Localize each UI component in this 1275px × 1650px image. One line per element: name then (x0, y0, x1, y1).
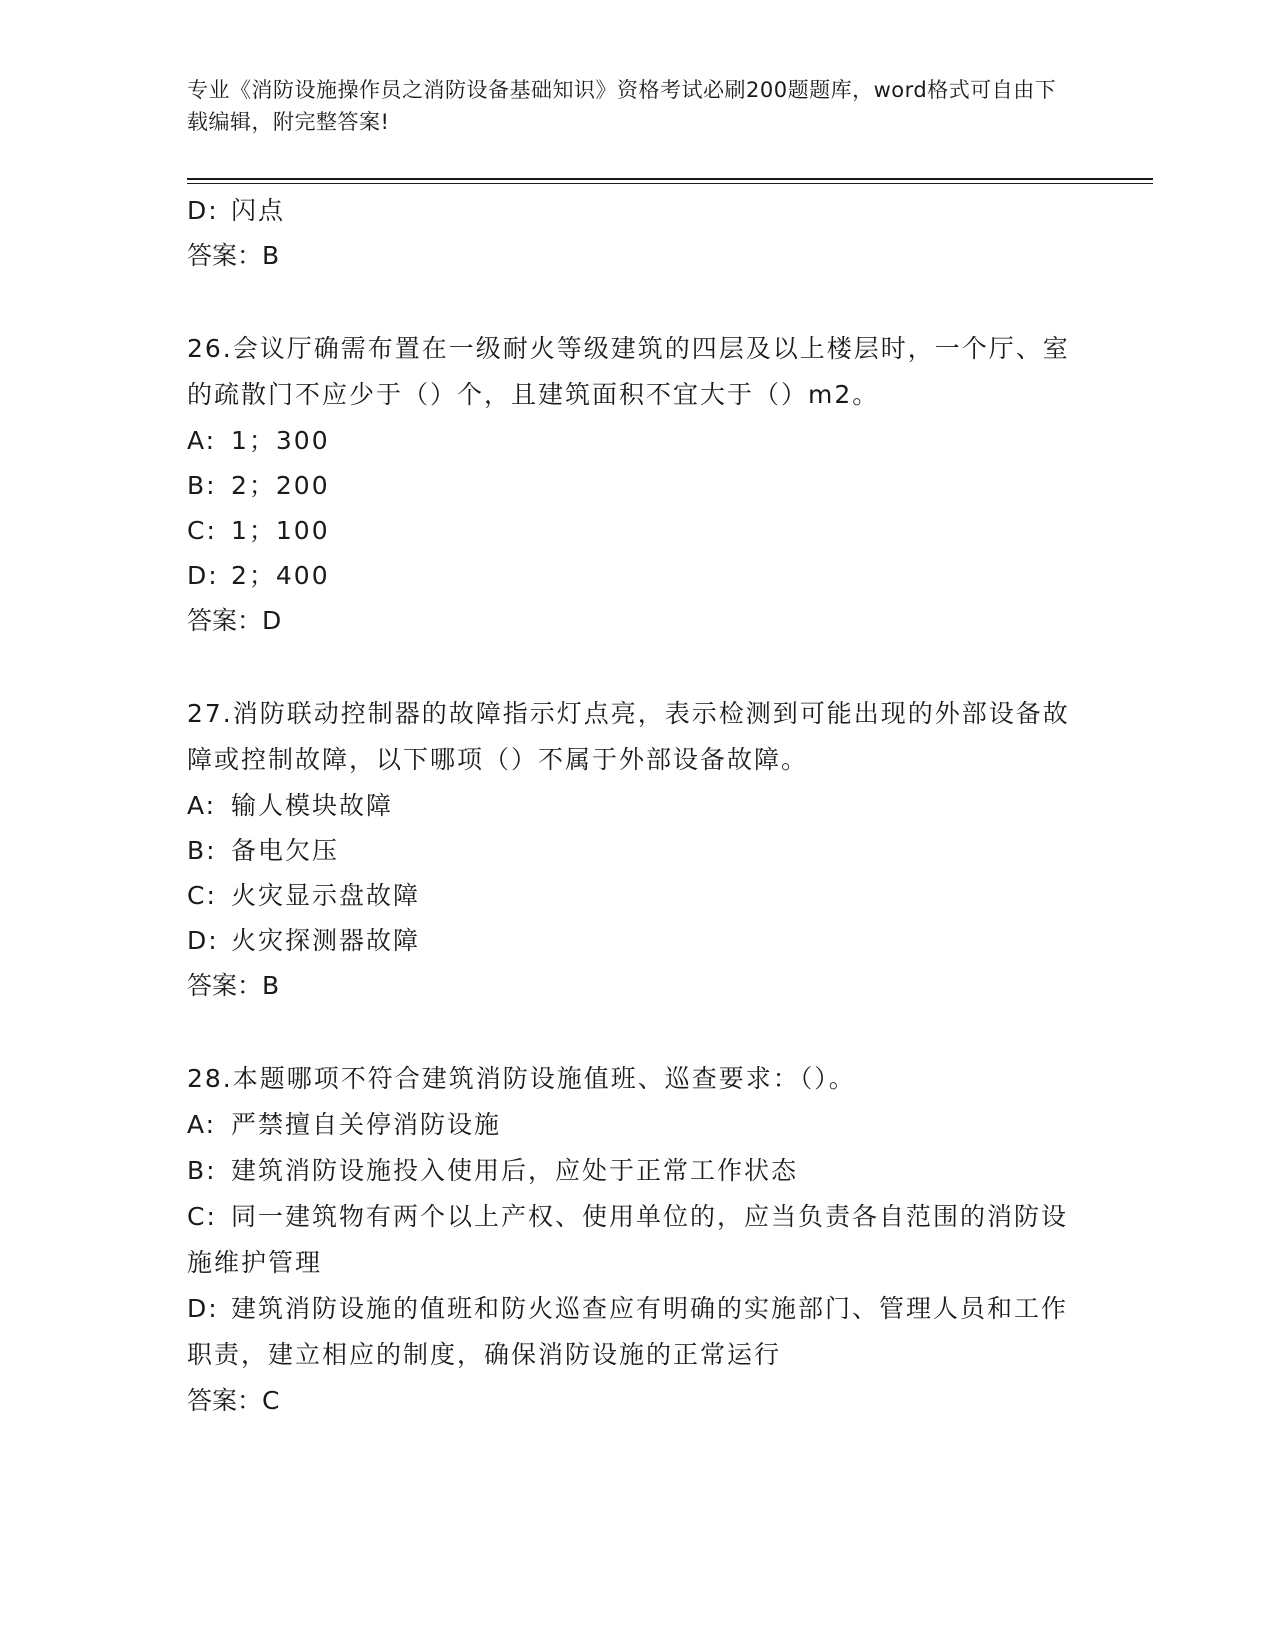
option-c (187, 1194, 1077, 1286)
prev-answer: 答案：B (187, 241, 280, 270)
option-label: D: (187, 196, 219, 225)
option-text: 严禁擅自关停消防设施 (231, 1110, 502, 1139)
option-text: 2；400 (231, 561, 330, 590)
option-b (187, 828, 1077, 873)
option-text: 输人模块故障 (231, 791, 394, 820)
option-label: C: (187, 881, 217, 910)
option-label: A: (187, 791, 217, 820)
option-d (187, 1286, 1077, 1378)
document-header: 专业《消防设施操作员之消防设备基础知识》资格考试必刷200题题库，word格式可自由下载编辑，附完整答案! (187, 78, 1057, 134)
option-c (187, 873, 1077, 918)
question-content (187, 188, 1077, 1424)
option-a (187, 418, 1077, 463)
option-label: C: (187, 516, 217, 545)
option-text: 同一建筑物有两个以上产权、使用单位的，应当负责各自范围的消防设施维护管理 (187, 1202, 1069, 1277)
option-label: D: (187, 926, 219, 955)
answer: 答案：D (187, 606, 282, 635)
question-27 (187, 691, 1077, 1009)
option-text: 建筑消防设施投入使用后，应处于正常工作状态 (231, 1156, 799, 1185)
option-label: B: (187, 471, 217, 500)
answer: 答案：C (187, 1386, 280, 1415)
option-d (187, 918, 1077, 963)
option-a (187, 783, 1077, 828)
header-divider-thin (187, 183, 1153, 184)
option-text: 2；200 (231, 471, 330, 500)
option-label: B: (187, 836, 217, 865)
option-text: 备电欠压 (231, 836, 340, 865)
option-label: D: (187, 561, 219, 590)
question-stem: 27.消防联动控制器的故障指示灯点亮，表示检测到可能出现的外部设备故障或控制故障，以下哪项（）不属于外部设备故障。 (187, 699, 1070, 774)
option-text: 建筑消防设施的值班和防火巡查应有明确的实施部门、管理人员和工作职责，建立相应的制度，确保消防设施的正常运行 (187, 1294, 1069, 1369)
question-28 (187, 1056, 1077, 1424)
answer: 答案：B (187, 971, 280, 1000)
option-text: 火灾探测器故障 (231, 926, 421, 955)
option-text: 闪点 (231, 196, 286, 225)
option-text: 火灾显示盘故障 (231, 881, 421, 910)
option-label: A: (187, 1110, 217, 1139)
option-text: 1；100 (231, 516, 330, 545)
option-d (187, 553, 1077, 598)
option-b (187, 463, 1077, 508)
option-label: C: (187, 1202, 217, 1231)
question-stem: 26.会议厅确需布置在一级耐火等级建筑的四层及以上楼层时，一个厅、室的疏散门不应少于（）个，且建筑面积不宜大于（）m2。 (187, 334, 1070, 409)
prev-option-d (187, 188, 1077, 233)
option-label: D: (187, 1294, 219, 1323)
option-label: B: (187, 1156, 217, 1185)
question-26 (187, 326, 1077, 644)
header-divider-thick (187, 178, 1153, 180)
option-c (187, 508, 1077, 553)
question-stem: 28.本题哪项不符合建筑消防设施值班、巡查要求：（）。 (187, 1064, 856, 1093)
option-label: A: (187, 426, 217, 455)
option-a (187, 1102, 1077, 1148)
option-b (187, 1148, 1077, 1194)
option-text: 1；300 (231, 426, 330, 455)
